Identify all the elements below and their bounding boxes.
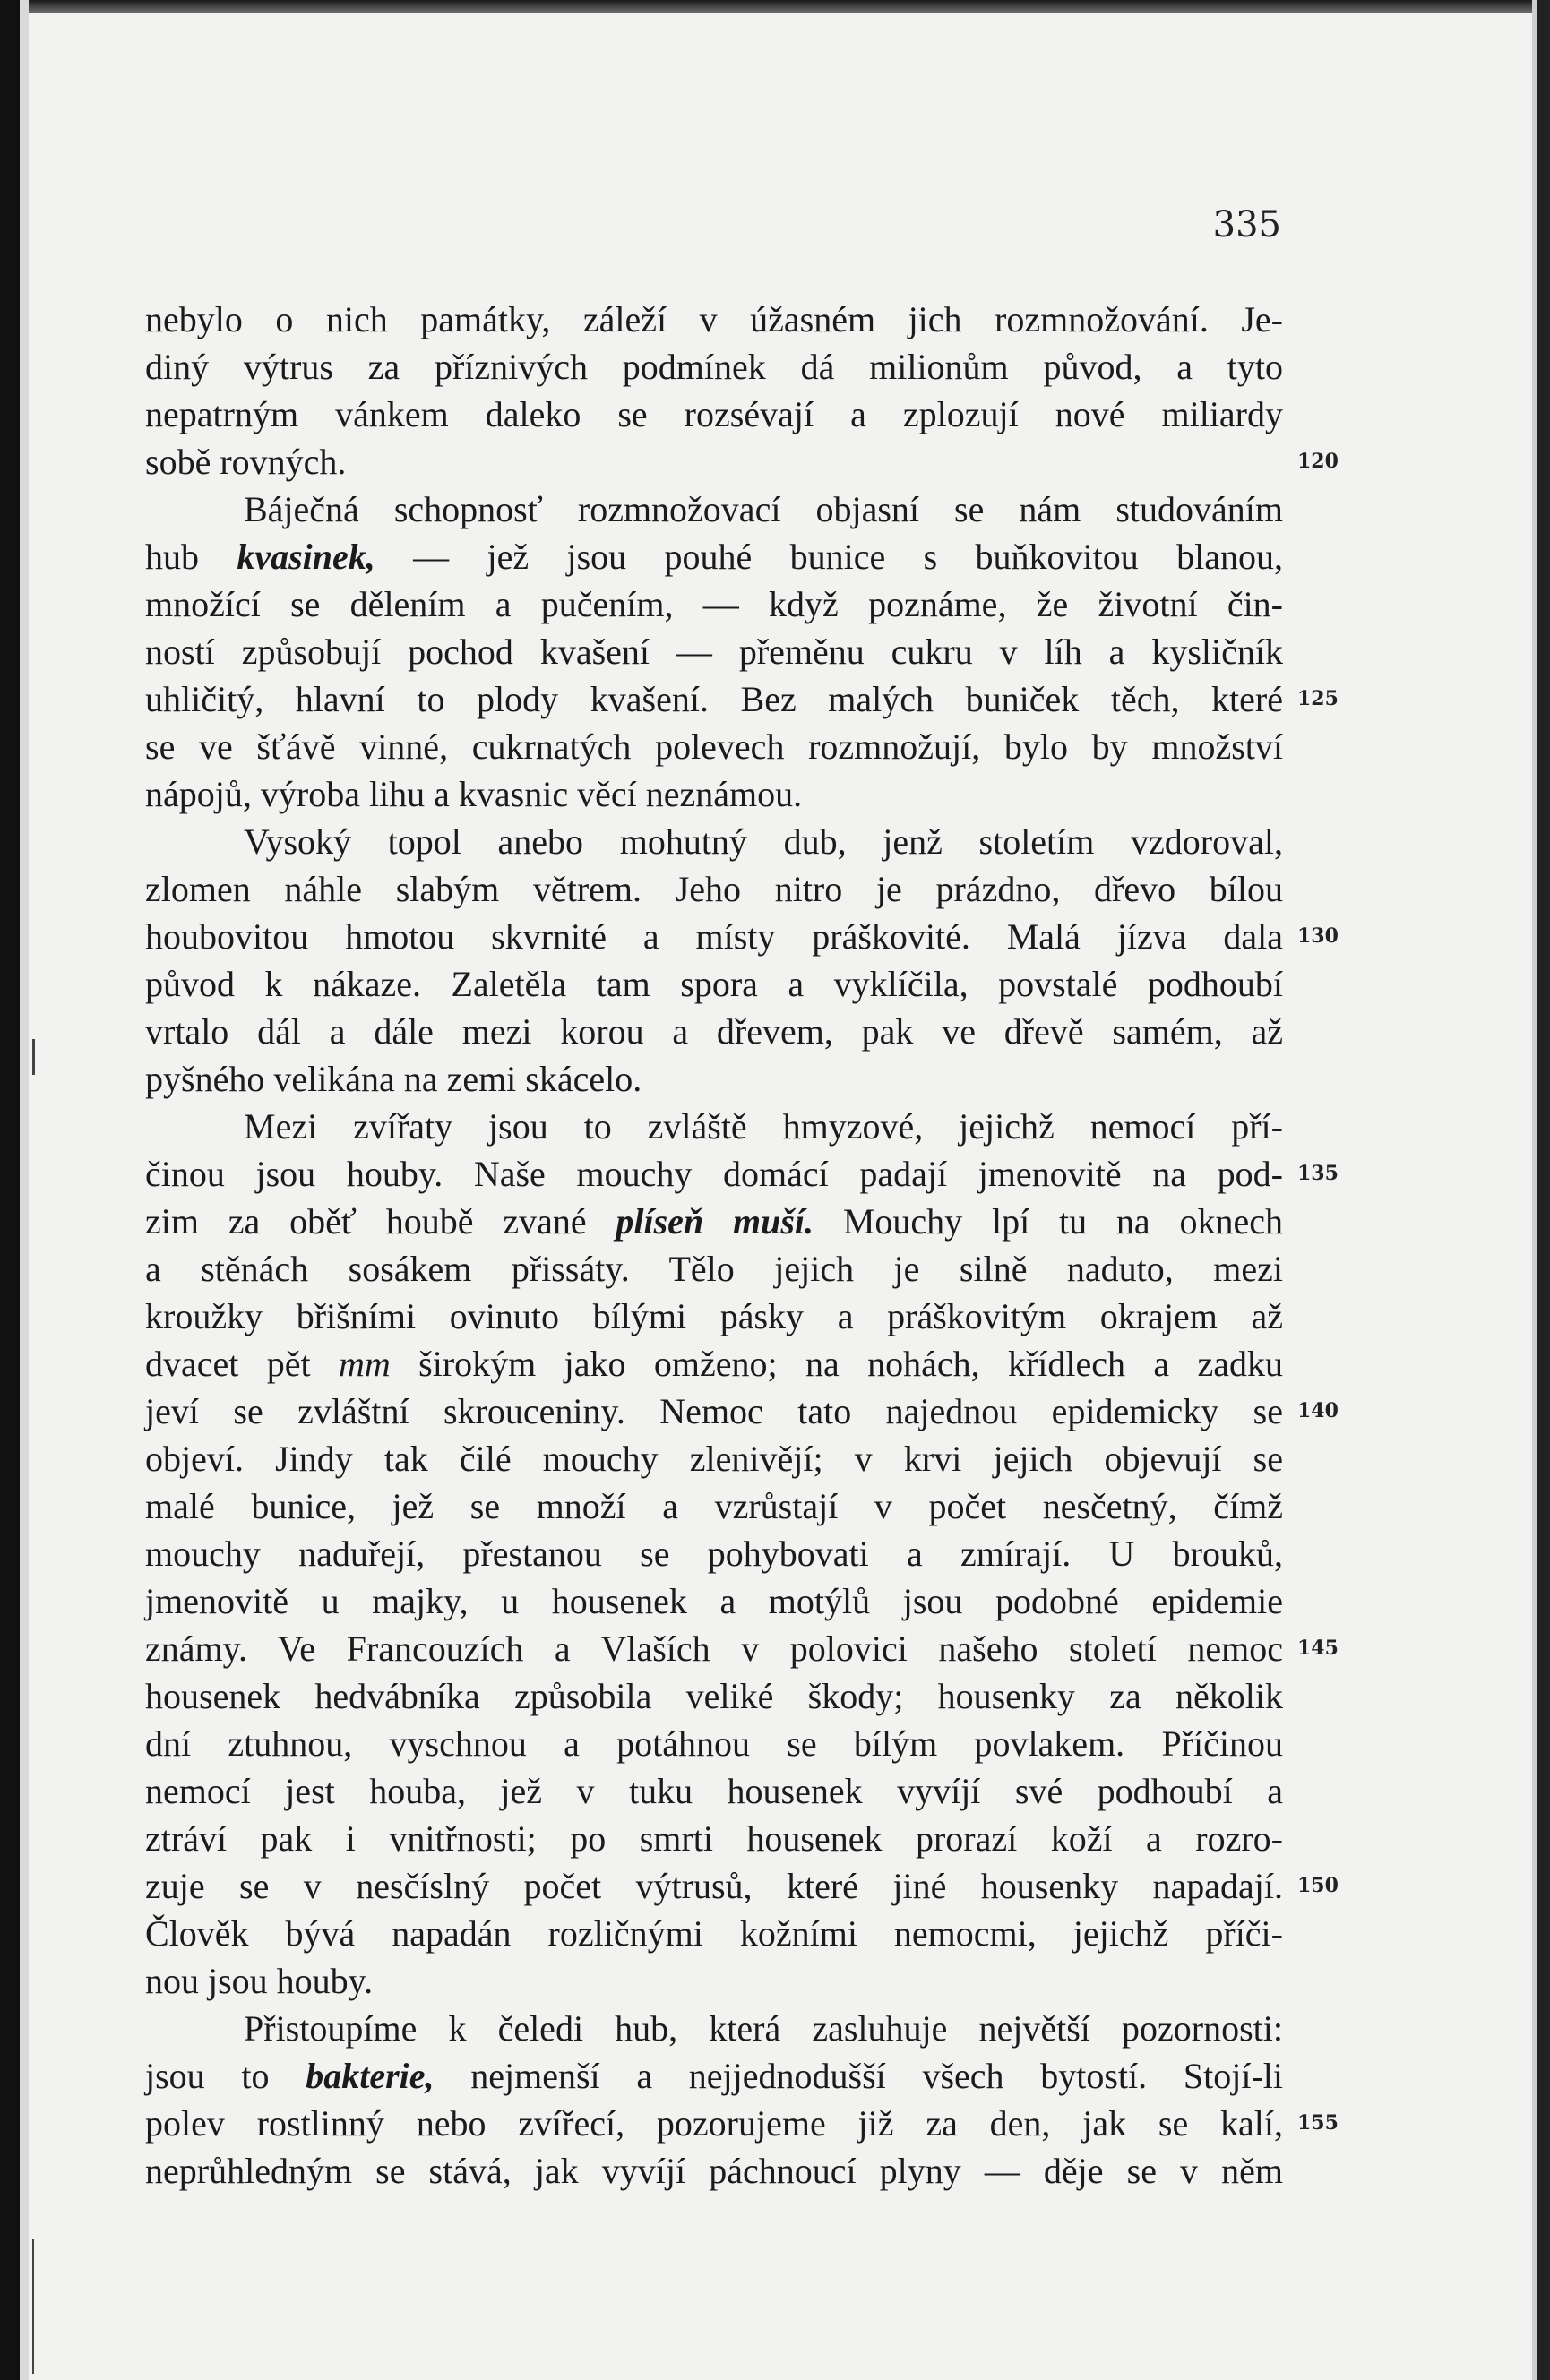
body-text bbox=[145, 296, 1283, 2195]
text-run: hub bbox=[145, 537, 237, 577]
text-line: nápojů, výroba lihu a kvasnic věcí neznámou. bbox=[145, 774, 803, 814]
line-number-marker: 140 bbox=[1297, 1399, 1339, 1422]
text-line: a stěnách sosákem přissáty. Tělo jejich je silně naduto, mezi bbox=[145, 1249, 1283, 1289]
text-line: Báječná schopnosť rozmnožovací objasní se nám studováním bbox=[244, 489, 1283, 529]
text-line: diný výtrus za příznivých podmínek dá milionům původ, a tyto bbox=[145, 347, 1283, 387]
text-run: dvacet pět bbox=[145, 1344, 339, 1384]
text-line: zuje se v nesčíslný počet výtrusů, které jiné housenky napadají. bbox=[145, 1866, 1283, 1906]
text-line: jeví se zvláštní skrouceniny. Nemoc tato najednou epidemicky se bbox=[145, 1391, 1283, 1431]
emphasis-term: kvasinek, bbox=[237, 537, 375, 577]
text-line: neprůhledným se stává, jak vyvíjí páchnoucí plyny — děje se v něm bbox=[145, 2151, 1283, 2191]
text-line: zlomen náhle slabým větrem. Jeho nitro je prázdno, dřevo bílou bbox=[145, 869, 1283, 909]
emphasis-term: bakterie, bbox=[306, 2056, 435, 2096]
text-run: zim za oběť houbě zvané bbox=[145, 1201, 616, 1242]
gutter-mark bbox=[32, 2239, 34, 2374]
text-run: jsou to bbox=[145, 2056, 306, 2096]
text-line: vrtalo dál a dále mezi korou a dřevem, pak ve dřevě samém, až bbox=[145, 1011, 1283, 1052]
text-line: nou jsou houby. bbox=[145, 1961, 374, 2001]
gutter-mark bbox=[32, 1039, 35, 1075]
text-line: dní ztuhnou, vyschnou a potáhnou se bílým povlakem. Příčinou bbox=[145, 1723, 1283, 1764]
text-line: původ k nákaze. Zaletěla tam spora a vyklíčila, povstalé podhoubí bbox=[145, 964, 1283, 1004]
scan-border-left bbox=[0, 0, 20, 2380]
text-line: známy. Ve Francouzích a Vlaších v polovici našeho století nemoc bbox=[145, 1628, 1283, 1669]
text-line: nemocí jest houba, jež v tuku housenek vyvíjí své podhoubí a bbox=[145, 1771, 1283, 1811]
text-run: — jež jsou pouhé bunice s buňkovitou blanou, bbox=[375, 537, 1283, 577]
line-number-marker: 125 bbox=[1297, 687, 1339, 710]
line-number-marker: 120 bbox=[1297, 450, 1339, 473]
text-line: malé bunice, jež se množí a vzrůstají v počet nesčetný, čímž bbox=[145, 1486, 1283, 1526]
text-line: Vysoký topol anebo mohutný dub, jenž stoletím vzdoroval, bbox=[244, 821, 1283, 862]
line-number-marker: 155 bbox=[1297, 2111, 1339, 2135]
text-line: Přistoupíme k čeledi hub, která zasluhuje největší pozornosti: bbox=[244, 2008, 1283, 2049]
text-run: Mouchy lpí tu na oknech bbox=[814, 1201, 1283, 1242]
text-line bbox=[145, 1198, 1283, 1245]
page-inner-edge bbox=[20, 0, 29, 2380]
line-number-marker: 145 bbox=[1297, 1637, 1339, 1660]
text-line: Člověk bývá napadán rozličnými kožními nemocmi, jejichž příči- bbox=[145, 1913, 1283, 1954]
text-run: širokým jako omženo; na nohách, křídlech a zadku bbox=[390, 1344, 1283, 1384]
line-number-marker: 130 bbox=[1297, 924, 1339, 948]
scan-border-right bbox=[1537, 0, 1550, 2380]
line-number-marker: 135 bbox=[1297, 1162, 1339, 1185]
line-number-marker: 150 bbox=[1297, 1874, 1339, 1897]
text-line: ností způsobují pochod kvašení — přeměnu cukru v líh a kysličník bbox=[145, 632, 1283, 672]
text-line: pyšného velikána na zemi skácelo. bbox=[145, 1059, 642, 1099]
text-line: housenek hedvábníka způsobila veliké škody; housenky za několik bbox=[145, 1676, 1283, 1716]
text-run: nejmenší a nejjednodušší všech bytostí. Stojí-li bbox=[434, 2056, 1283, 2096]
unit-abbrev: mm bbox=[338, 1344, 391, 1384]
text-line: houbovitou hmotou skvrnité a místy práškovité. Malá jízva dala bbox=[145, 916, 1283, 957]
text-line: se ve šťávě vinné, cukrnatých polevech rozmnožují, bylo by množství bbox=[145, 726, 1283, 767]
text-line: polev rostlinný nebo zvířecí, pozorujeme již za den, jak se kalí, bbox=[145, 2103, 1283, 2144]
text-line: činou jsou houby. Naše mouchy domácí padají jmenovitě na pod- bbox=[145, 1154, 1283, 1194]
text-line bbox=[145, 2052, 1283, 2100]
emphasis-term: plíseň muší. bbox=[616, 1201, 814, 1242]
text-line: ztráví pak i vnitřnosti; po smrti housenek prorazí koží a rozro- bbox=[145, 1818, 1283, 1859]
text-line: kroužky břišními ovinuto bílými pásky a práškovitým okrajem až bbox=[145, 1296, 1283, 1336]
text-line: množící se dělením a pučením, — když poznáme, že životní čin- bbox=[145, 584, 1283, 624]
text-line bbox=[145, 1340, 1283, 1388]
text-line: mouchy naduřejí, přestanou se pohybovati a zmírají. U brouků, bbox=[145, 1534, 1283, 1574]
text-line: jmenovitě u majky, u housenek a motýlů jsou podobné epidemie bbox=[145, 1581, 1283, 1621]
text-line: uhličitý, hlavní to plody kvašení. Bez malých buniček těch, které bbox=[145, 679, 1283, 719]
text-line: nepatrným vánkem daleko se rozsévají a zplozují nové miliardy bbox=[145, 394, 1283, 434]
text-line: Mezi zvířaty jsou to zvláště hmyzové, jejichž nemocí pří- bbox=[244, 1106, 1283, 1147]
scan-border-top bbox=[0, 0, 1550, 13]
text-line: nebylo o nich památky, záleží v úžasném jich rozmnožování. Je- bbox=[145, 299, 1283, 339]
text-line: sobě rovných. bbox=[145, 442, 347, 482]
text-line bbox=[145, 533, 1283, 580]
page-number: 335 bbox=[1212, 204, 1281, 245]
text-line: objeví. Jindy tak čilé mouchy zlenivějí; v krvi jejich objevují se bbox=[145, 1439, 1283, 1479]
